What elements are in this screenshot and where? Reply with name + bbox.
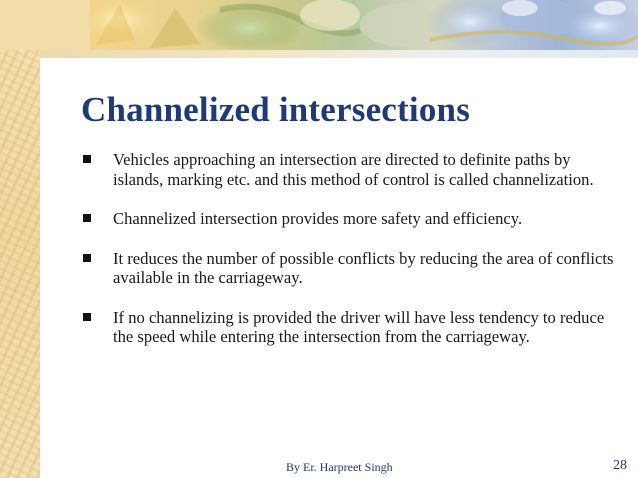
- slide-title: Channelized intersections: [81, 90, 471, 129]
- square-bullet-icon: [83, 155, 91, 163]
- square-bullet-icon: [83, 313, 91, 321]
- header-divider: [40, 50, 638, 58]
- bullet-item: [81, 249, 621, 288]
- floral-collage-image: [0, 0, 638, 50]
- bullet-text: It reduces the number of possible conflicts by reducing the area of conflicts available in the carriageway.: [113, 248, 614, 287]
- square-bullet-icon: [83, 254, 91, 262]
- textured-side-strip: [0, 0, 40, 478]
- bullet-text: Vehicles approaching an intersection are directed to definite paths by islands, marking etc. and this method of control is called channelization.: [113, 150, 594, 189]
- bullet-text: If no channelizing is provided the driver will have less tendency to reduce the speed while entering the intersection from the carriageway.: [113, 307, 605, 346]
- slide-number: 28: [613, 458, 627, 473]
- bullet-item: [81, 209, 621, 229]
- bullet-text: Channelized intersection provides more safety and efficiency.: [113, 209, 523, 228]
- bullet-item: [81, 150, 621, 189]
- footer-author: By Er. Harpreet Singh: [286, 460, 393, 474]
- square-bullet-icon: [83, 214, 91, 222]
- bullet-item: [81, 308, 621, 347]
- decorative-header-band: [0, 0, 638, 50]
- bullet-list: [81, 150, 621, 347]
